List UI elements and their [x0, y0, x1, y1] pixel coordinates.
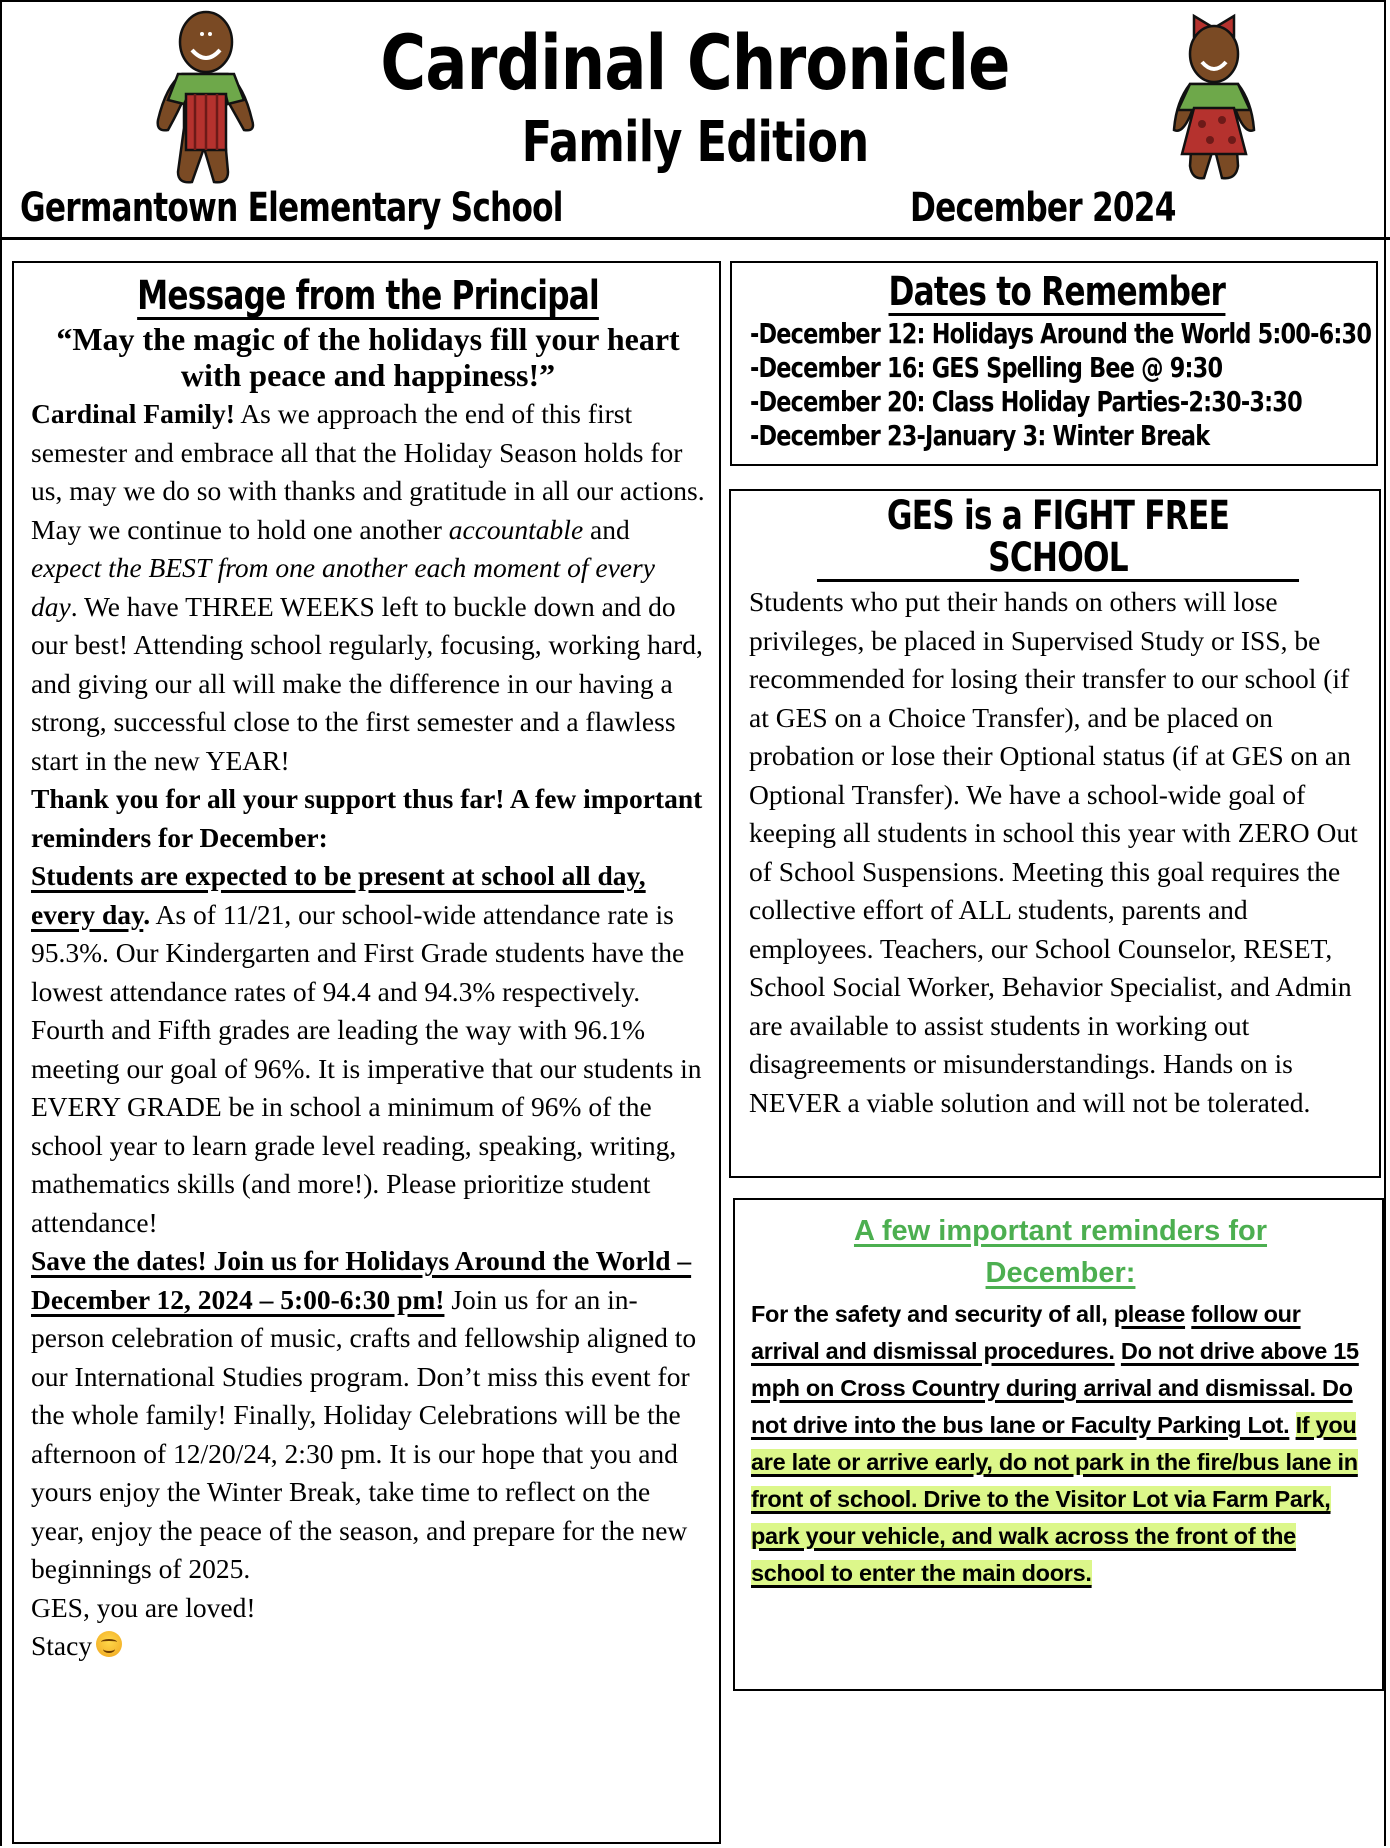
school-name: Germantown Elementary School [20, 185, 563, 231]
principal-quote: “May the magic of the holidays fill your heart with peace and happiness!” [56, 321, 680, 393]
principal-heading: Message from the Principal [137, 273, 599, 319]
reminders-body: For the safety and security of all, please follow our arrival and dismissal procedures. Do not drive above 15 mph on Cross Country during arrival and dismissal. Do not drive into the bus lane or Faculty Parking Lot. If you are late or arrive early, do not park in the fire/bus lane in front of school. Drive to the Visitor Lot via Farm Park, park your vehicle, and walk across the front of the school to enter the main doors. [751, 1301, 1359, 1586]
smiling-face-icon [96, 1631, 122, 1657]
masthead [0, 0, 1390, 240]
newsletter-title: Cardinal Chronicle [380, 18, 1010, 107]
thanks-line: Thank you for all your support thus far! A few important reminders for December: [31, 783, 703, 853]
signature: Stacy [31, 1630, 93, 1661]
date-item: -December 23-January 3: Winter Break [750, 419, 1210, 452]
procedures-line: follow our arrival and dismissal procedures. [751, 1301, 1301, 1364]
dates-list [750, 317, 1372, 453]
speed-rule: Do not drive above 15 mph on Cross Country during arrival and dismissal. Do not drive into the bus lane or Faculty Parking Lot. [751, 1338, 1359, 1438]
parking-instructions-highlighted: If you are late or arrive early, do not park in the fire/bus lane in front of school. Drive to the Visitor Lot via Farm Park, park your vehicle, and walk across the front of the school to enter the main doors. [751, 1412, 1358, 1586]
attendance-heading: Students are expected to be present at school all day, every day [31, 860, 646, 930]
date-item: -December 12: Holidays Around the World 5:00-6:30 [750, 317, 1372, 350]
dates-to-remember-section [730, 261, 1378, 466]
principal-message-section [12, 261, 721, 1844]
fight-free-section [729, 489, 1381, 1178]
reminders-section [733, 1198, 1384, 1691]
reminders-heading: A few important reminders for December: [853, 1215, 1268, 1289]
dates-heading: Dates to Remember [888, 269, 1226, 315]
save-the-date-body: Join us for an in-person celebration of music, crafts and fellowship aligned to our International Studies program. Don’t miss this event for the whole family! Finally, Holiday Celebrations will be the afternoon of 12/20/24, 2:30 pm. It is our hope that you and yours enjoy the Winter Break, take time to reflect on the year, enjoy the peace of the season, and prepare for the new beginnings of 2025. [31, 1283, 697, 1584]
principal-body: Cardinal Family! As we approach the end of this first semester and embrace all that the Holiday Season holds for us, may we do so with thanks and gratitude in all our actions. May we continue to hold one another accountable and expect the BEST from one another each moment of every day. We have THREE WEEKS left to buckle down and do our best! Attending school regularly, focusing, working hard, and giving our all will make the difference in our having a strong, successful close to the first semester and a flawless start in the new YEAR! Thank you for all your support thus far! A few important reminders for December: Students are expected to be present at school all day, every day. As of 11/21, our school-wide attendance rate is 95.3%. Our Kindergarten and First Grade students have the lowest attendance rates of 94.4 and 94.3% respectively. Fourth and Fifth grades are leading the way with 96.1% meeting our goal of 96%. It is imperative that our students in EVERY GRADE be in school a minimum of 96% of the school year to learn grade level reading, speaking, writing, mathematics skills (and more!). Please prioritize student attendance! Save the dates! Join us for Holidays Around the World – December 12, 2024 – 5:00-6:30 pm! Join us for an in-person celebration of music, crafts and fellowship aligned to our International Studies program. Don’t miss this event for the whole family! Finally, Holiday Celebrations will be the afternoon of 12/20/24, 2:30 pm. It is our hope that you and yours enjoy the Winter Break, take time to reflect on the year, enjoy the peace of the season, and prepare for the new beginnings of 2025. GES, you are loved! Stacy [31, 398, 705, 1661]
date-item: -December 16: GES Spelling Bee @ 9:30 [750, 351, 1223, 384]
attendance-body: As of 11/21, our school-wide attendance rate is 95.3%. Our Kindergarten and First Grade students have the lowest attendance rates of 94.4 and 94.3% respectively. Fourth and Fifth grades are leading the way with 96.1% meeting our goal of 96%. It is imperative that our students in EVERY GRADE be in school a minimum of 96% of the school year to learn grade level reading, speaking, writing, mathematics skills (and more!). Please prioritize student attendance! [31, 898, 702, 1238]
newsletter-subtitle: Family Edition [521, 110, 869, 175]
greeting: Cardinal Family! [31, 398, 235, 429]
date-item: -December 20: Class Holiday Parties-2:30-3:30 [750, 385, 1302, 418]
fight-free-heading: GES is a FIGHT FREE SCHOOL [749, 495, 1367, 583]
save-the-date-heading: Save the dates! Join us for Holidays Around the World – December 12, 2024 – 5:00-6:30 pm! [31, 1245, 692, 1315]
fight-free-body: Students who put their hands on others will lose privileges, be placed in Supervised Study or ISS, be recommended for losing their transfer to our school (if at GES on a Choice Transfer), and be placed on probation or lose their Optional status (if at GES on an Optional Transfer). We have a school-wide goal of keeping all students in school this year with ZERO Out of School Suspensions. Meeting this goal requires the collective effort of ALL students, parents and employees. Teachers, our School Counselor, RESET, School Social Worker, Behavior Specialist, and Admin are available to assist students in working out disagreements or misunderstandings. Hands on is NEVER a viable solution and will not be tolerated. [749, 586, 1358, 1118]
closing: GES, you are loved! [31, 1591, 256, 1623]
issue-date: December 2024 [910, 185, 1176, 231]
